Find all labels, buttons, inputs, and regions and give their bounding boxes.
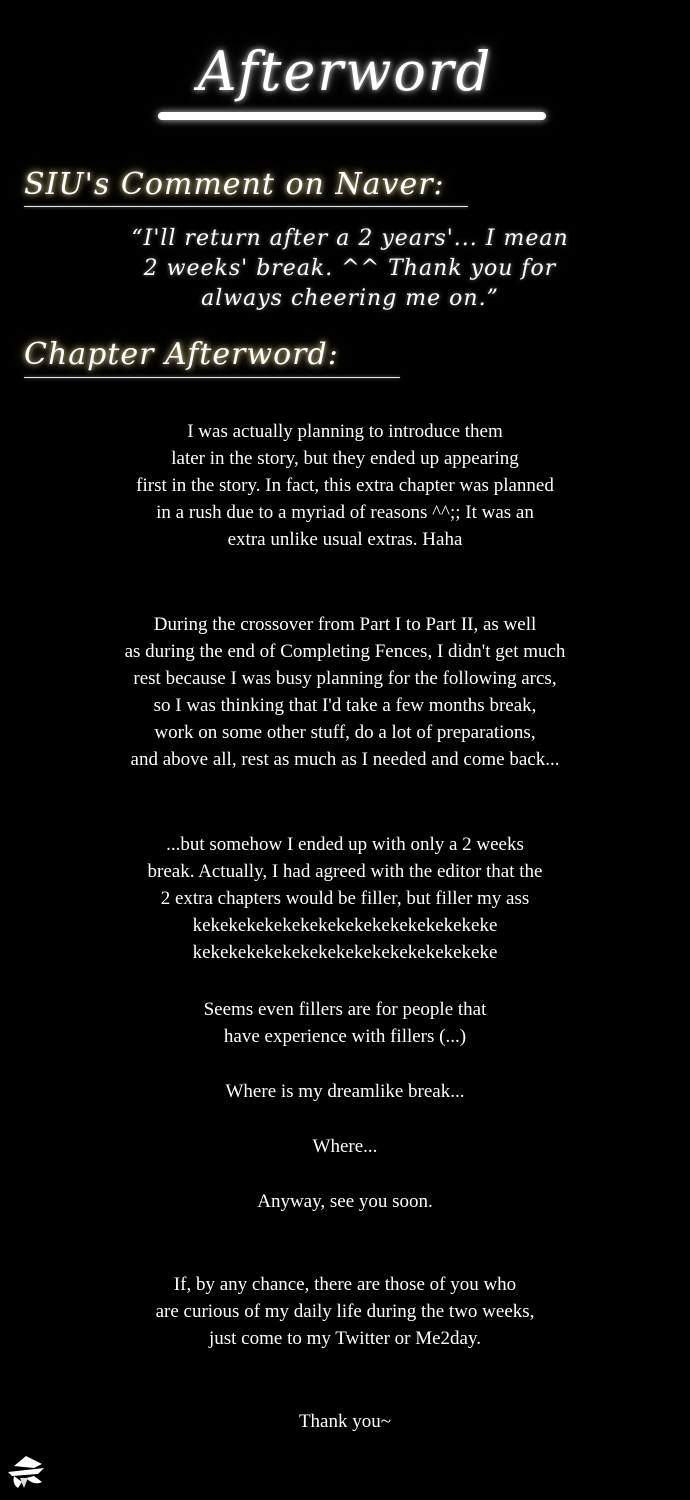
paragraph-line: rest because I was busy planning for the following arcs, [133,668,557,689]
paragraph-line: first in the story. In fact, this extra chapter was planned [136,475,554,496]
scanlator-hat-logo-icon [4,1452,48,1492]
paragraph-line: Where is my dreamlike break... [225,1081,465,1102]
afterword-paragraph [0,611,690,773]
quote-line: 2 weeks' break. ^^ Thank you for [143,256,557,281]
afterword-paragraph [0,1188,690,1215]
paragraph-line: I was actually planning to introduce them [187,421,503,442]
paragraph-line: in a rush due to a myriad of reasons ^^;; It was an [156,502,534,523]
paragraph-line: kekekekekekekekekekekekekekekekeke [192,942,498,963]
paragraph-line: Seems even fillers are for people that [203,999,487,1020]
paragraph-line: Thank you~ [298,1411,392,1432]
paragraph-line: If, by any chance, there are those of you who [173,1274,517,1295]
paragraph-line: have experience with fillers (...) [223,1026,467,1047]
paragraph-line: as during the end of Completing Fences, I didn't get much [124,641,566,662]
paragraph-line: Anyway, see you soon. [257,1191,433,1212]
paragraph-line: kekekekekekekekekekekekekekekekeke [192,915,498,936]
afterword-paragraph [0,831,690,966]
quote-line: “I'll return after a 2 years'... I mean [131,226,569,251]
paragraph-line: so I was thinking that I'd take a few months break, [153,695,537,716]
author-quote [50,224,650,314]
afterword-heading: Chapter Afterword: [24,337,339,372]
afterword-paragraph [0,1133,690,1160]
paragraph-line: During the crossover from Part I to Part II, as well [153,614,537,635]
paragraph-line: later in the story, but they ended up appearing [171,448,519,469]
title-underline [158,112,546,120]
paragraph-line: just come to my Twitter or Me2day. [208,1328,481,1349]
paragraph-line: are curious of my daily life during the two weeks, [155,1301,535,1322]
afterword-heading-rule [24,377,400,378]
afterword-paragraph [0,1078,690,1105]
page-title: Afterword [197,40,493,103]
comment-heading-rule [24,206,468,207]
paragraph-line: Where... [312,1136,378,1157]
afterword-paragraph [0,1271,690,1352]
afterword-paragraph [0,996,690,1050]
paragraph-line: and above all, rest as much as I needed and come back... [130,749,560,770]
paragraph-line: work on some other stuff, do a lot of preparations, [154,722,536,743]
afterword-paragraph [0,1408,690,1435]
quote-line: always cheering me on.” [201,286,499,311]
comment-heading: SIU's Comment on Naver: [24,167,445,202]
paragraph-line: ...but somehow I ended up with only a 2 weeks [166,834,524,855]
paragraph-line: extra unlike usual extras. Haha [227,529,463,550]
paragraph-line: break. Actually, I had agreed with the editor that the [147,861,543,882]
afterword-paragraph [0,418,690,553]
paragraph-line: 2 extra chapters would be filler, but filler my ass [160,888,530,909]
